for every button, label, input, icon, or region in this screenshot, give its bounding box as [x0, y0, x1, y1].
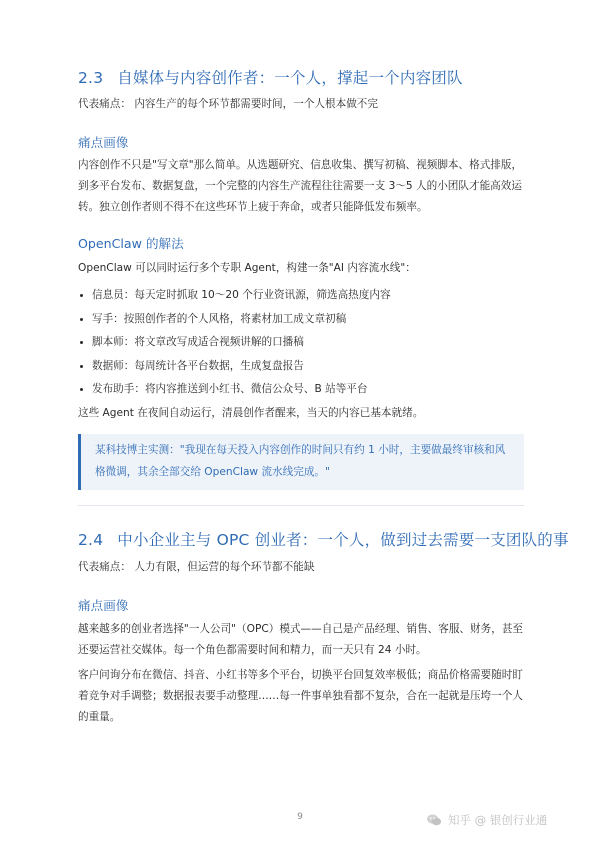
bullet-icon: [80, 388, 83, 391]
quote-callout: [78, 434, 524, 490]
watermark: [426, 812, 547, 828]
pain-point-line: 代表痛点： 人力有限，但运营的每个环节都不能缺: [78, 561, 315, 573]
list-item: 信息员：每天定时抓取 10～20 个行业资讯源，筛选高热度内容: [80, 284, 520, 308]
solution-intro: OpenClaw 可以同时运行多个专职 Agent，构建一条"AI 内容流水线"：: [78, 262, 416, 274]
section-2-3-heading: [78, 66, 463, 88]
bullet-icon: [80, 365, 83, 368]
list-item: 数据师：每周统计各平台数据，生成复盘报告: [80, 355, 520, 379]
opc-paragraph-1: 越来越多的创业者选择"一人公司"（OPC）模式——自己是产品经理、销售、客服、财务，甚至还要运营社交媒体。每一个角色都需要时间和精力，而一天只有 24 小时。: [78, 623, 524, 656]
section-2-4-heading: [78, 528, 569, 550]
portrait-paragraph: 内容创作不只是"写文章"那么简单。从选题研究、信息收集、撰写初稿、视频脚本、格式排版，到多平台发布、数据复盘，一个完整的内容生产流程往往需要一支 3～5 人的小团队才能高效运转。独立创作者则不得不在这些环节上疲于奔命，或者只能降低发布频率。: [78, 159, 523, 213]
page-number: 9: [297, 812, 303, 822]
section-title: 中小企业主与 OPC 创业者：一个人，做到过去需要一支团队的事: [117, 531, 569, 549]
list-item: 脚本师：将文章改写成适合视频讲解的口播稿: [80, 331, 520, 355]
portrait-heading: 痛点画像: [78, 598, 129, 613]
watermark-text: 知乎 @ 银创行业通: [448, 813, 548, 827]
section-divider: [78, 505, 524, 506]
list-item: 写手：按照创作者的个人风格，将素材加工成文章初稿: [80, 308, 520, 332]
section-title: 自媒体与内容创作者：一个人，撑起一个内容团队: [117, 69, 463, 87]
section-number: 2.3: [78, 69, 104, 87]
bullet-icon: [80, 294, 83, 297]
bullet-icon: [80, 341, 83, 344]
pain-point-line: 代表痛点： 内容生产的每个环节都需要时间，一个人根本做不完: [78, 98, 378, 110]
portrait-heading: 痛点画像: [78, 135, 129, 150]
list-item: 发布助手：将内容推送到小红书、微信公众号、B 站等平台: [80, 378, 520, 402]
wechat-icon: [426, 812, 442, 828]
solution-heading: OpenClaw 的解法: [78, 236, 184, 251]
agent-list: [80, 284, 520, 402]
solution-outro: 这些 Agent 在夜间自动运行，清晨创作者醒来，当天的内容已基本就绪。: [78, 407, 424, 419]
opc-paragraph-2: 客户问询分布在微信、抖音、小红书等多个平台，切换平台回复效率极低；商品价格需要随时盯着竞争对手调整；数据报表要手动整理……每一件事单独看都不复杂，合在一起就是压垮一个人的重量。: [78, 669, 523, 723]
section-number: 2.4: [78, 531, 104, 549]
quote-text: 某科技博主实测："我现在每天投入内容创作的时间只有约 1 小时，主要做最终审核和风格微调，其余全部交给 OpenClaw 流水线完成。": [95, 444, 506, 478]
bullet-icon: [80, 318, 83, 321]
